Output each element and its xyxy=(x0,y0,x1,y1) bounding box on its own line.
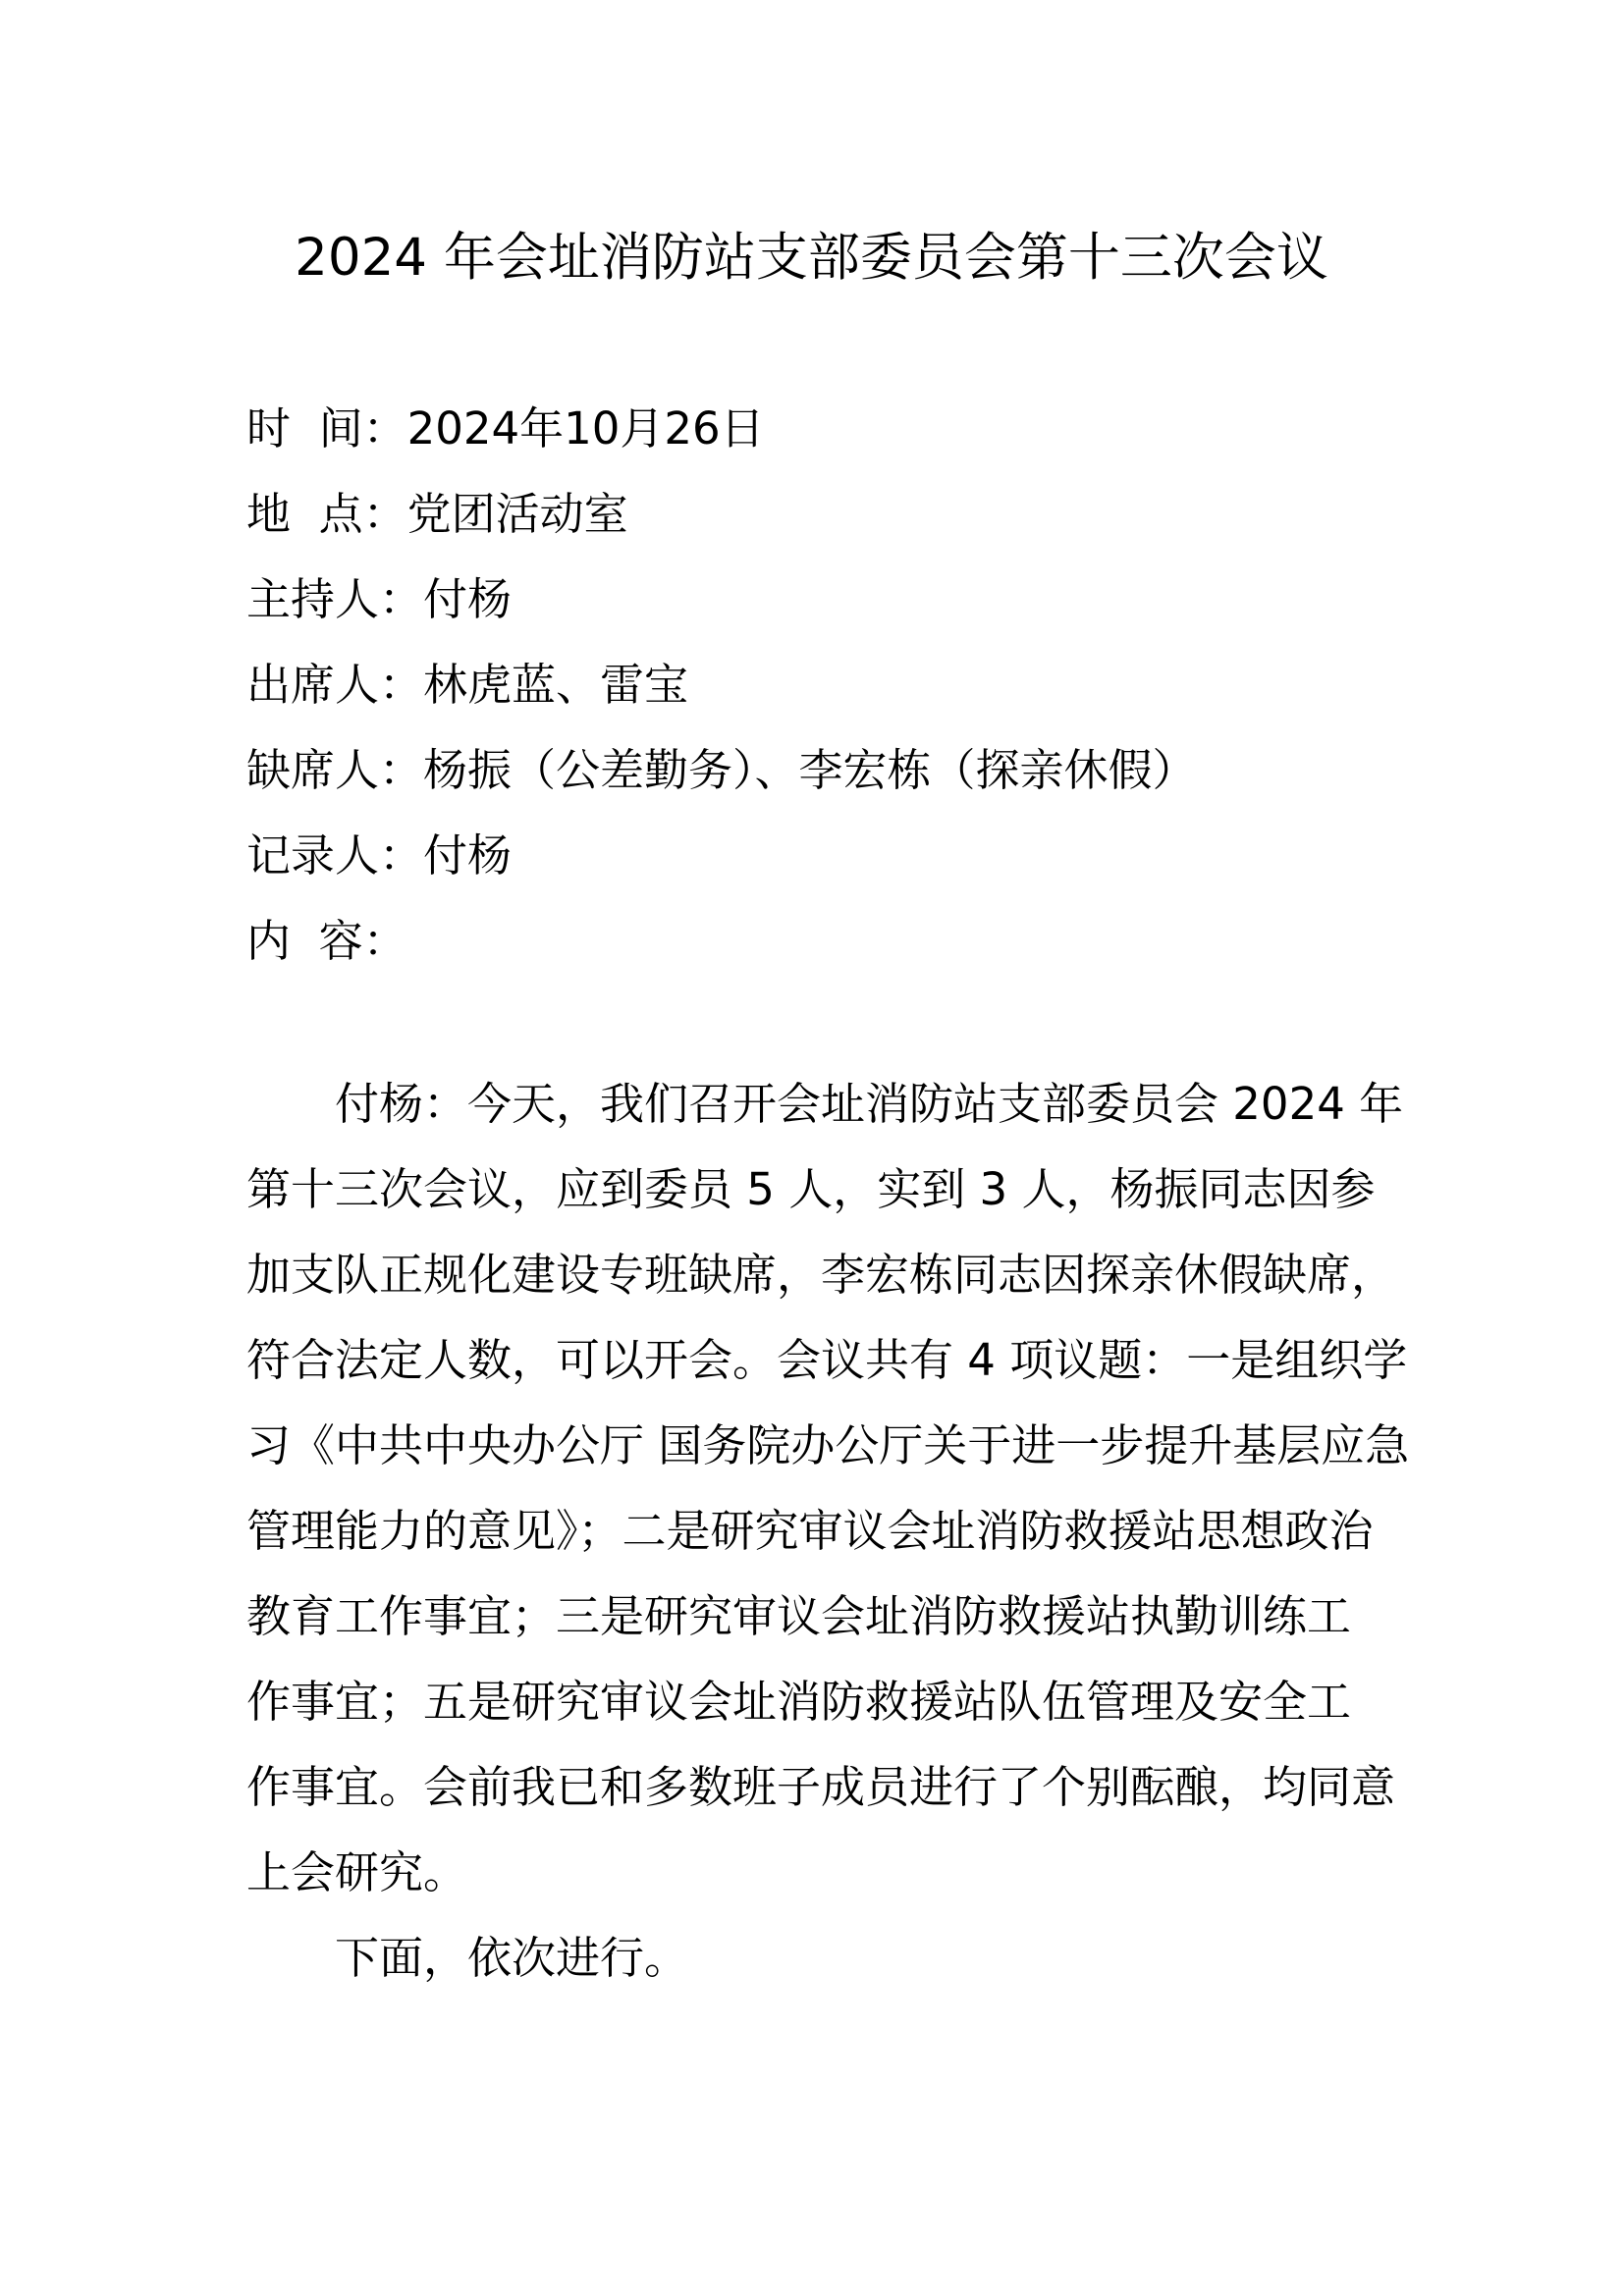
meta-row-attendees xyxy=(246,651,1385,736)
document-title: 2024 年会址消防站支部委员会第十三次会议 xyxy=(295,228,1328,288)
paragraph-line: 教育工作事宜；三是研究审议会址消防救援站执勤训练工 xyxy=(246,1590,1352,1642)
meta-label-host: 主持人： xyxy=(246,573,424,625)
meta-value-recorder: 付杨 xyxy=(423,829,513,881)
paragraph-line: 上会研究。 xyxy=(246,1846,468,1898)
meta-value-time: 2024年10月26日 xyxy=(406,402,765,454)
meta-row-content xyxy=(246,907,1385,992)
meta-row-absentees xyxy=(246,736,1385,822)
paragraph-line: 符合法定人数，可以开会。会议共有 4 项议题：一是组织学 xyxy=(246,1334,1408,1386)
paragraph-line: 管理能力的意见》；二是研究审议会址消防救援站思想政治 xyxy=(246,1505,1374,1557)
meta-value-absentees: 杨振（公差勤务）、李宏栋（探亲休假） xyxy=(423,744,1197,796)
meta-label-absentees: 缺席人： xyxy=(246,744,424,796)
meta-row-time xyxy=(246,395,1385,480)
meta-value-location: 党团活动室 xyxy=(406,488,628,540)
paragraph-line: 作事宜。会前我已和多数班子成员进行了个别酝酿，均同意 xyxy=(246,1761,1396,1813)
meeting-content xyxy=(246,1070,1410,2009)
meta-label-location: 地 点： xyxy=(246,488,407,540)
paragraph-line: 习《中共中央办公厅 国务院办公厅关于进一步提升基层应急 xyxy=(246,1419,1410,1471)
closing-line: 下面，依次进行。 xyxy=(335,1932,689,1984)
meta-label-attendees: 出席人： xyxy=(246,659,424,711)
meta-label-time: 时 间： xyxy=(246,402,407,454)
meta-value-attendees: 林虎蓝、雷宝 xyxy=(423,659,689,711)
meta-label-content: 内 容： xyxy=(246,915,407,967)
meta-row-location xyxy=(246,480,1385,565)
meta-label-recorder: 记录人： xyxy=(246,829,424,881)
paragraph-line: 付杨：今天，我们召开会址消防站支部委员会 2024 年 xyxy=(335,1078,1404,1130)
paragraph-line: 作事宜；五是研究审议会址消防救援站队伍管理及安全工 xyxy=(246,1676,1352,1728)
meta-value-host: 付杨 xyxy=(423,573,513,625)
meta-row-host xyxy=(246,565,1385,651)
paragraph-line: 第十三次会议，应到委员 5 人，实到 3 人，杨振同志因参 xyxy=(246,1163,1376,1215)
meta-row-recorder xyxy=(246,822,1385,907)
paragraph-line: 加支队正规化建设专班缺席，李宏栋同志因探亲休假缺席， xyxy=(246,1249,1396,1301)
meeting-info xyxy=(246,395,1385,992)
